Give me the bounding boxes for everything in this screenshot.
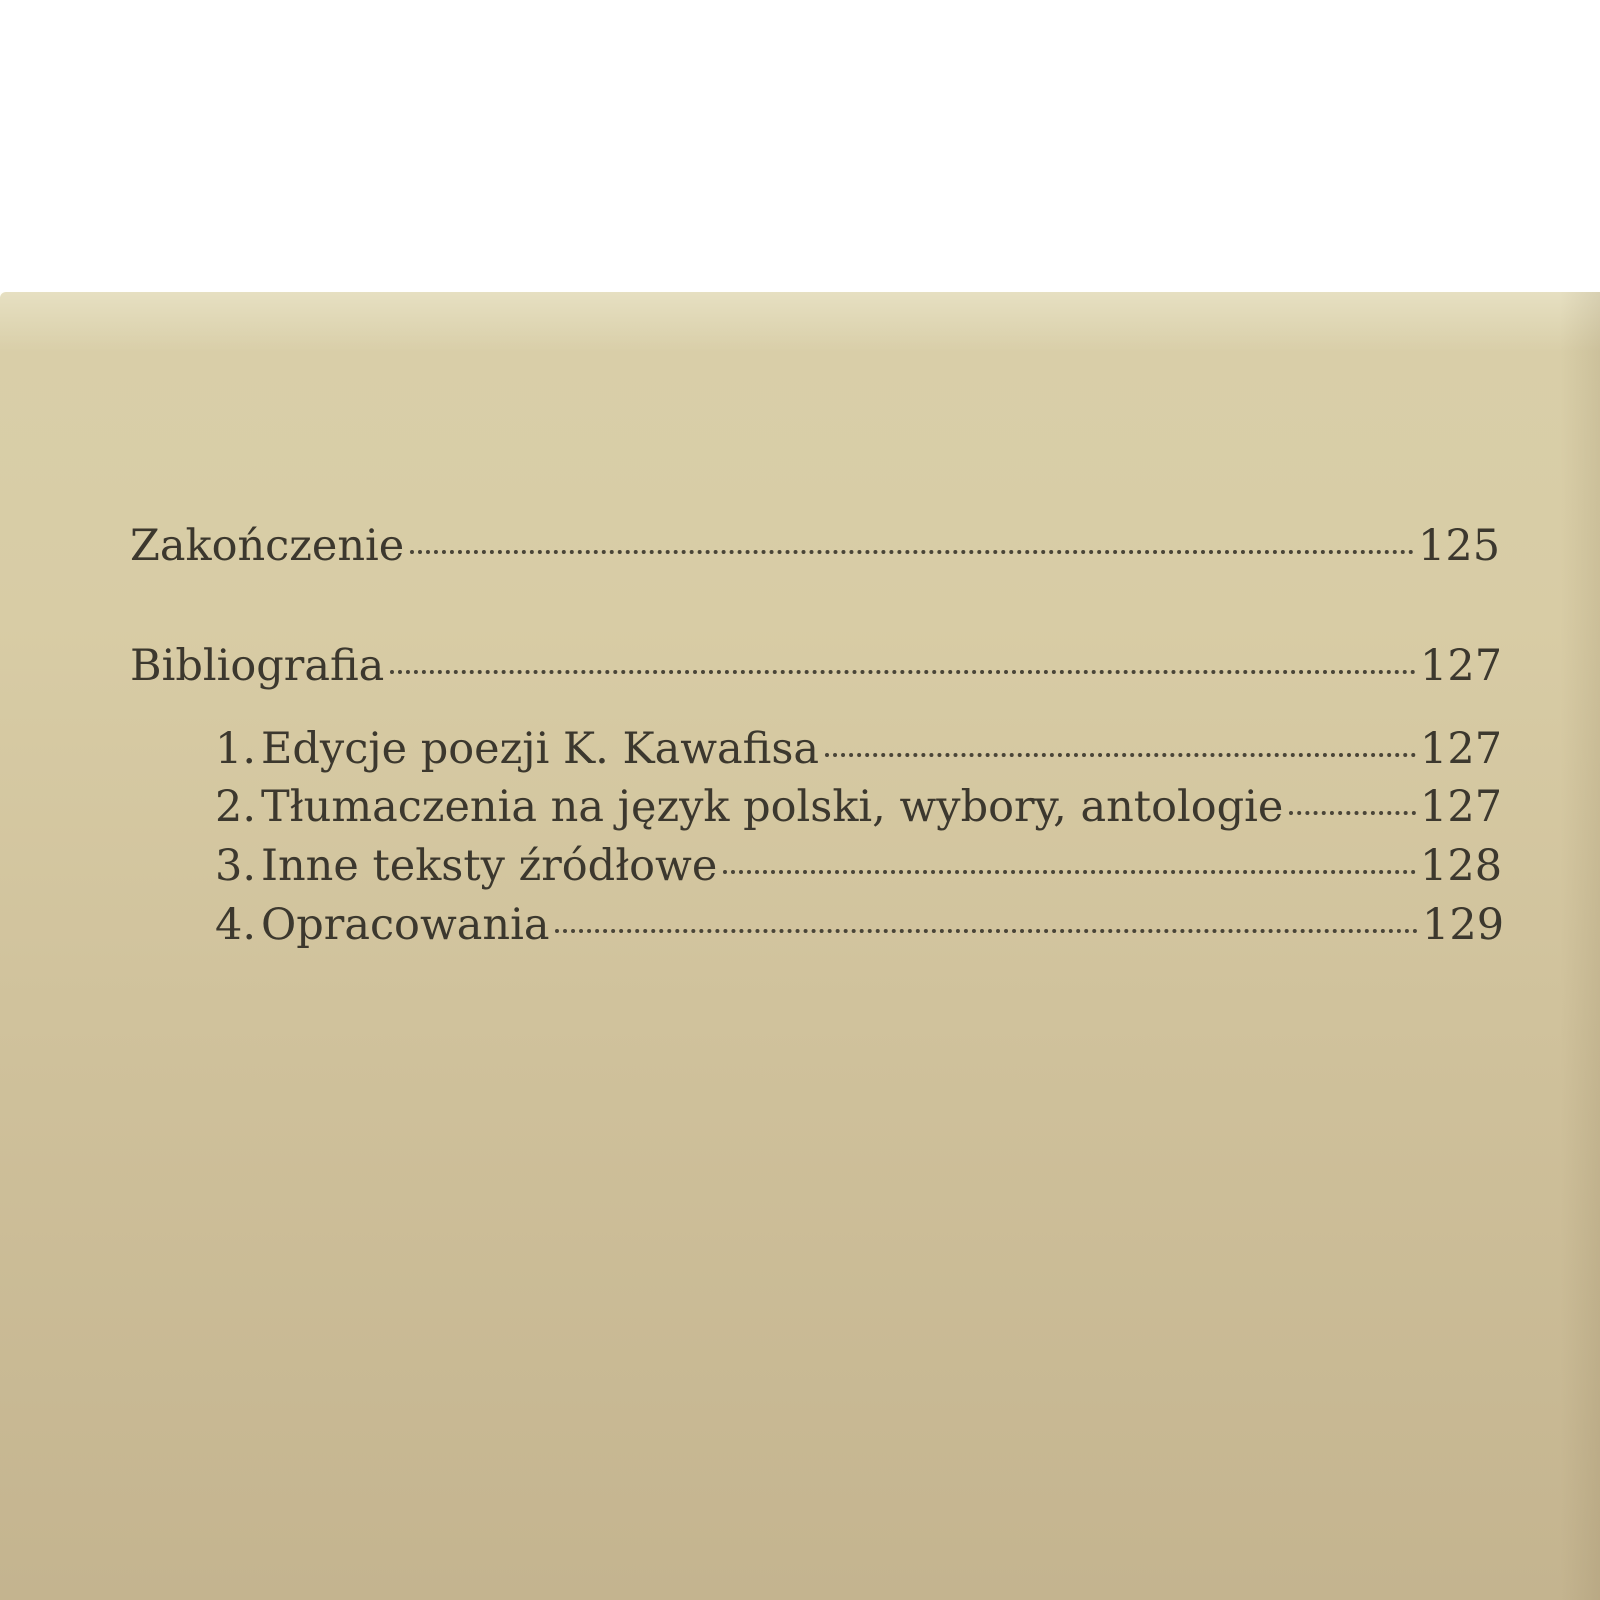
toc-entry-bibliografia	[130, 637, 1503, 691]
toc-subentry-1	[215, 720, 1503, 774]
toc-page-number: 127	[1420, 781, 1503, 832]
toc-page-number: 127	[1420, 640, 1503, 691]
toc-entry-label: Opracowania	[261, 899, 550, 950]
toc-entry-zakonczenie	[130, 517, 1501, 571]
toc-subentry-number: 3.	[215, 840, 257, 891]
toc-page-number: 128	[1420, 840, 1503, 891]
toc-page-number: 127	[1420, 723, 1503, 774]
dot-leader	[410, 511, 1414, 554]
toc-entry-label: Edycje poezji K. Kawafisa	[261, 723, 820, 774]
toc-page-number: 129	[1422, 899, 1505, 950]
book-page	[0, 292, 1600, 1600]
dot-leader	[825, 714, 1416, 757]
toc-entry-label: Inne teksty źródłowe	[261, 840, 718, 891]
toc-entry-label: Bibliografia	[130, 640, 385, 691]
toc-subentry-3	[215, 837, 1503, 891]
toc-entry-label: Zakończenie	[130, 520, 405, 571]
dot-leader	[555, 890, 1418, 933]
dot-leader	[1289, 772, 1416, 815]
dot-leader	[723, 831, 1416, 874]
toc-subentry-number: 4.	[215, 899, 257, 950]
toc-page-number: 125	[1418, 520, 1501, 571]
toc-entry-label: Tłumaczenia na język polski, wybory, antologie	[261, 781, 1284, 832]
toc-subentry-number: 2.	[215, 781, 257, 832]
toc-subentry-number: 1.	[215, 723, 257, 774]
toc-subentry-2	[215, 778, 1503, 832]
dot-leader	[390, 631, 1416, 674]
table-of-contents	[0, 292, 1600, 1600]
toc-subentry-4	[215, 896, 1505, 950]
